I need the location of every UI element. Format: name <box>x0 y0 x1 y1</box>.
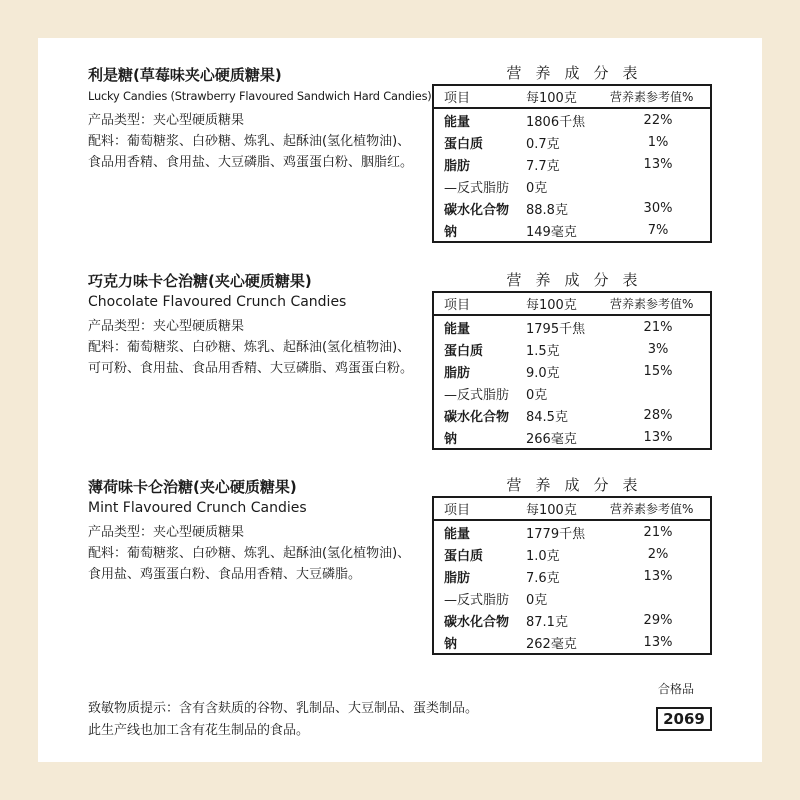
nutrient-nrv: 7% <box>647 222 669 238</box>
nutrient-nrv: 21% <box>643 524 673 540</box>
allergen-notice <box>88 698 478 742</box>
nutrition-row-fat <box>434 153 710 175</box>
product-english-name: Chocolate Flavoured Crunch Candies <box>88 294 347 310</box>
quality-code: 2069 <box>656 707 712 731</box>
nutrition-row-trans-fat <box>434 382 710 404</box>
nutrient-name: 脂肪 <box>444 158 471 174</box>
nutrient-name: 钠 <box>444 431 458 447</box>
nutrient-amount: 1806千焦 <box>526 114 586 130</box>
nutrient-nrv: 13% <box>643 568 673 584</box>
nutrition-row-sodium <box>434 631 710 653</box>
product-strawberry <box>88 64 432 173</box>
nutrient-amount: 0.7克 <box>526 136 560 152</box>
nutrient-nrv: 30% <box>643 200 673 216</box>
nutrient-name: 碳水化合物 <box>444 202 510 218</box>
product-type: 产品类型：夹心型硬质糖果 <box>88 113 245 128</box>
nutrient-amount: 7.6克 <box>526 570 560 586</box>
nutrient-name: 能量 <box>444 114 471 130</box>
nutrient-nrv: 13% <box>643 156 673 172</box>
nutrition-row-protein <box>434 131 710 153</box>
nutrition-row-carbs <box>434 197 710 219</box>
nutrient-nrv: 3% <box>647 341 669 357</box>
nutrient-amount: 84.5克 <box>526 409 568 425</box>
header-nrv: 营养素参考值% <box>610 502 694 516</box>
nutrient-amount: 7.7克 <box>526 158 560 174</box>
nutrition-row-carbs <box>434 404 710 426</box>
nutrient-name: 钠 <box>444 636 458 652</box>
nutrition-row-carbs <box>434 609 710 631</box>
nutrient-nrv: 2% <box>647 546 669 562</box>
nutrient-name: —反式脂肪 <box>444 180 510 196</box>
header-item: 项目 <box>444 503 471 518</box>
label-panel <box>38 38 762 762</box>
nutrient-amount: 1.0克 <box>526 548 560 564</box>
product-type: 产品类型：夹心型硬质糖果 <box>88 319 245 334</box>
nutrition-table <box>432 291 712 450</box>
nutrient-name: 钠 <box>444 224 458 240</box>
nutrient-name: 碳水化合物 <box>444 409 510 425</box>
product-chocolate <box>88 270 418 379</box>
nutrition-row-trans-fat <box>434 587 710 609</box>
header-per100g: 每100克 <box>526 298 577 313</box>
nutrient-amount: 0克 <box>526 180 548 196</box>
nutrition-row-energy <box>434 316 710 338</box>
nutrient-amount: 266毫克 <box>526 431 577 447</box>
product-english-name: Lucky Candies (Strawberry Flavoured Sandwich Hard Candies) <box>88 89 432 103</box>
nutrition-header-row <box>434 498 710 521</box>
nutrient-nrv: 22% <box>643 112 673 128</box>
nutrition-row-energy <box>434 109 710 131</box>
product-title: 利是糖(草莓味夹心硬质糖果) <box>88 66 282 84</box>
nutrient-name: 能量 <box>444 526 471 542</box>
product-ingredients: 配料：葡萄糖浆、白砂糖、炼乳、起酥油(氢化植物油)、可可粉、食用盐、食品用香精、大豆磷脂、鸡蛋蛋白粉。 <box>88 340 414 376</box>
nutrition-heading: 营养成分表 <box>506 476 652 494</box>
nutrition-panel-mint <box>432 474 712 655</box>
nutrition-panel-strawberry <box>432 62 712 243</box>
nutrient-nrv: 1% <box>647 134 669 150</box>
nutrient-amount: 1.5克 <box>526 343 560 359</box>
nutrient-nrv: 13% <box>643 429 673 445</box>
nutrient-nrv: 29% <box>643 612 673 628</box>
nutrition-row-fat <box>434 565 710 587</box>
product-english-name: Mint Flavoured Crunch Candies <box>88 500 307 516</box>
nutrient-amount: 88.8克 <box>526 202 568 218</box>
nutrient-amount: 262毫克 <box>526 636 577 652</box>
nutrition-row-protein <box>434 543 710 565</box>
nutrient-name: 蛋白质 <box>444 343 484 359</box>
nutrient-nrv: 21% <box>643 319 673 335</box>
nutrient-name: 蛋白质 <box>444 136 484 152</box>
nutrient-name: 脂肪 <box>444 365 471 381</box>
nutrition-header-row <box>434 293 710 316</box>
nutrition-row-trans-fat <box>434 175 710 197</box>
header-nrv: 营养素参考值% <box>610 90 694 104</box>
header-nrv: 营养素参考值% <box>610 297 694 311</box>
nutrient-nrv: 13% <box>643 634 673 650</box>
nutrient-amount: 1795千焦 <box>526 321 586 337</box>
product-title: 巧克力味卡仑治糖(夹心硬质糖果) <box>88 272 312 290</box>
header-item: 项目 <box>444 298 471 313</box>
header-item: 项目 <box>444 91 471 106</box>
nutrient-amount: 149毫克 <box>526 224 577 240</box>
nutrient-nrv: 15% <box>643 363 673 379</box>
nutrition-heading: 营养成分表 <box>506 64 652 82</box>
product-ingredients: 配料：葡萄糖浆、白砂糖、炼乳、起酥油(氢化植物油)、食品用香精、食用盐、大豆磷脂、鸡蛋蛋白粉、胭脂红。 <box>88 134 414 170</box>
nutrition-row-sodium <box>434 426 710 448</box>
nutrient-amount: 1779千焦 <box>526 526 586 542</box>
product-mint <box>88 476 418 585</box>
product-title: 薄荷味卡仑治糖(夹心硬质糖果) <box>88 478 297 496</box>
nutrient-nrv: 28% <box>643 407 673 423</box>
nutrient-amount: 87.1克 <box>526 614 568 630</box>
nutrition-table <box>432 496 712 655</box>
header-per100g: 每100克 <box>526 503 577 518</box>
quality-label: 合格品 <box>658 682 695 696</box>
header-per100g: 每100克 <box>526 91 577 106</box>
nutrient-name: 蛋白质 <box>444 548 484 564</box>
nutrient-amount: 0克 <box>526 387 548 403</box>
nutrient-name: 碳水化合物 <box>444 614 510 630</box>
nutrient-amount: 9.0克 <box>526 365 560 381</box>
allergen-line-2: 此生产线也加工含有花生制品的食品。 <box>88 723 310 738</box>
nutrition-row-energy <box>434 521 710 543</box>
nutrient-name: —反式脂肪 <box>444 592 510 608</box>
nutrient-name: 脂肪 <box>444 570 471 586</box>
nutrition-header-row <box>434 86 710 109</box>
nutrition-row-fat <box>434 360 710 382</box>
nutrient-name: —反式脂肪 <box>444 387 510 403</box>
allergen-line-1: 致敏物质提示：含有含麸质的谷物、乳制品、大豆制品、蛋类制品。 <box>88 701 479 716</box>
nutrient-name: 能量 <box>444 321 471 337</box>
nutrition-row-sodium <box>434 219 710 241</box>
nutrition-row-protein <box>434 338 710 360</box>
product-type: 产品类型：夹心型硬质糖果 <box>88 525 245 540</box>
product-ingredients: 配料：葡萄糖浆、白砂糖、炼乳、起酥油(氢化植物油)、食用盐、鸡蛋蛋白粉、食品用香精、大豆磷脂。 <box>88 546 411 582</box>
nutrient-amount: 0克 <box>526 592 548 608</box>
nutrition-panel-chocolate <box>432 269 712 450</box>
nutrition-heading: 营养成分表 <box>506 271 652 289</box>
nutrition-table <box>432 84 712 243</box>
